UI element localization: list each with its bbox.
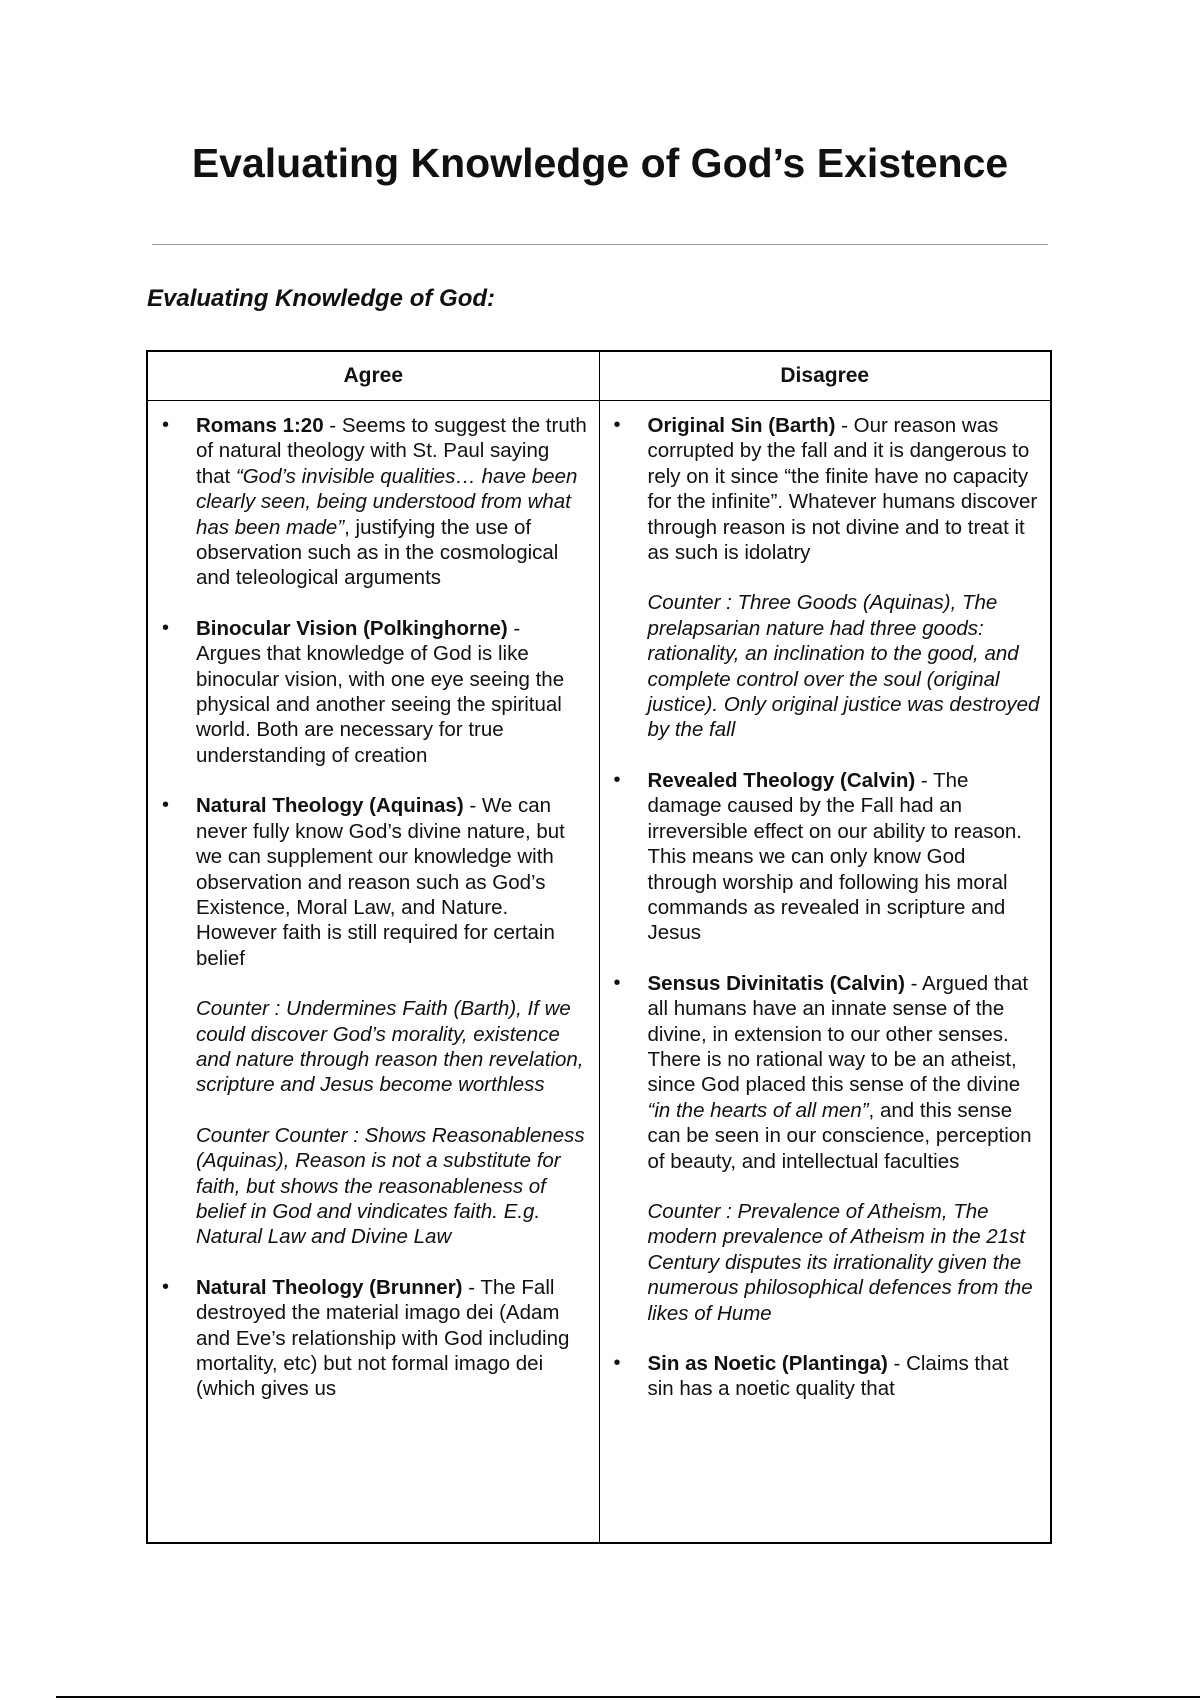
bullet-icon: • (613, 971, 621, 994)
item-text: Argues that knowledge of God is like binocular vision, with one eye seeing the physical and another seeing the spiritual world. Both are necessary for true understanding of creation (196, 642, 565, 767)
disagree-item-original-sin (613, 413, 1041, 565)
table-header-row (148, 352, 1050, 401)
item-quote: “in the hearts of all men” (647, 1098, 869, 1122)
item-text: The Fall destroyed the material imago dei (Adam and Eve’s relationship with God including mortality, etc) but not formal imago dei (which gives us (196, 1275, 570, 1401)
disagree-column (599, 401, 1051, 1542)
item-name: Romans 1:20 (196, 414, 324, 437)
page-title: Evaluating Knowledge of God’s Existence (191, 140, 1009, 186)
disagree-column-header: Disagree (599, 352, 1051, 400)
agree-column-header: Agree (343, 364, 404, 387)
item-text: , justifying the use of observation such as in the cosmological and teleological arguments (196, 515, 559, 590)
item-name: Binocular Vision (Polkinghorne) (196, 616, 508, 640)
item-text: Seems to suggest the truth of natural theology with St. Paul saying that (196, 414, 587, 488)
counter-paragraph: Counter : Undermines Faith (Barth), If we could discover God’s morality, existence and nature through reason then revelation, scripture and Jesus become worthless (196, 997, 584, 1097)
item-separator: - (887, 1352, 907, 1375)
disagree-item-revealed-theology (613, 768, 1041, 946)
item-separator: - (835, 414, 854, 437)
item-name: Revealed Theology (Calvin) (647, 768, 916, 792)
bullet-icon: • (613, 768, 621, 791)
disagree-item-sin-as-noetic (613, 1351, 1041, 1402)
item-name: Natural Theology (Aquinas) (196, 794, 464, 818)
section-heading: Evaluating Knowledge of God: (147, 285, 495, 312)
bullet-icon: • (162, 794, 170, 817)
bullet-icon: • (162, 616, 170, 639)
item-text: Our reason was corrupted by the fall and it is dangerous to rely on it since “the finite have no capacity for the infinite”. Whatever humans discover through reason is not divine and to treat it as such is idolatry (647, 414, 1038, 565)
item-text: We can never fully know God’s divine nature, but we can supplement our knowledge with observation and reason such as God’s Existence, Moral Law, and Nature. However faith is still required for certain belief (196, 794, 565, 970)
bullet-icon: • (613, 414, 621, 436)
page-bottom-divider (56, 1696, 1200, 1698)
agree-item-binocular-vision (162, 616, 589, 768)
item-quote: “God’s invisible qualities… have been clearly seen, being understood from what has been made” (196, 464, 578, 539)
title-divider (152, 244, 1048, 245)
item-separator: - (507, 616, 521, 640)
item-text: The damage caused by the Fall had an irreversible effect on our ability to reason. This means we can only know God through worship and following his moral commands as revealed in scripture and Jesus (647, 768, 1023, 945)
agree-item-natural-theology-brunner (162, 1275, 589, 1402)
item-name: Sin as Noetic (Plantinga) (647, 1352, 888, 1375)
item-name: Original Sin (Barth) (647, 414, 836, 437)
counter-paragraph: Counter : Three Goods (Aquinas), The prelapsarian nature had three goods: rationality, an inclination to the good, and complete control over the soul (original justice). Only original justice was destroyed by the fall (647, 591, 1040, 742)
item-separator: - (915, 768, 934, 792)
item-separator: - (904, 971, 923, 995)
table-body-row (148, 401, 1050, 1542)
item-text: Claims that sin has a noetic quality that (647, 1352, 1009, 1401)
agree-item-natural-theology-aquinas (162, 793, 589, 971)
counter-counter-paragraph: Counter Counter : Shows Reasonableness (Aquinas), Reason is not a substitute for faith, but shows the reasonableness of belief in God and vindicates faith. E.g. Natural Law and Divine Law (196, 1123, 585, 1249)
item-separator: - (463, 794, 482, 818)
item-text: , and this sense can be seen in our conscience, perception of beauty, and intellectual faculties (647, 1098, 1032, 1173)
disagree-item-sensus-divinitatis (613, 971, 1041, 1174)
item-separator: - (462, 1275, 481, 1299)
agree-item-romans (162, 413, 589, 591)
bullet-icon: • (613, 1352, 621, 1374)
bullet-icon: • (162, 1275, 170, 1298)
item-text: Argued that all humans have an innate sense of the divine, in extension to our other senses. There is no rational way to be an atheist, since God placed this sense of the divine (647, 971, 1029, 1097)
counter-paragraph: Counter : Prevalence of Atheism, The modern prevalence of Atheism in the 21st Century disputes its irrationality given the numerous philosophical defences from the likes of Hume (647, 1199, 1033, 1325)
bullet-icon: • (162, 414, 170, 436)
item-separator: - (323, 414, 342, 437)
agree-disagree-table (146, 350, 1052, 1544)
agree-column (148, 401, 599, 1542)
item-name: Natural Theology (Brunner) (196, 1275, 463, 1299)
item-name: Sensus Divinitatis (Calvin) (647, 971, 905, 995)
